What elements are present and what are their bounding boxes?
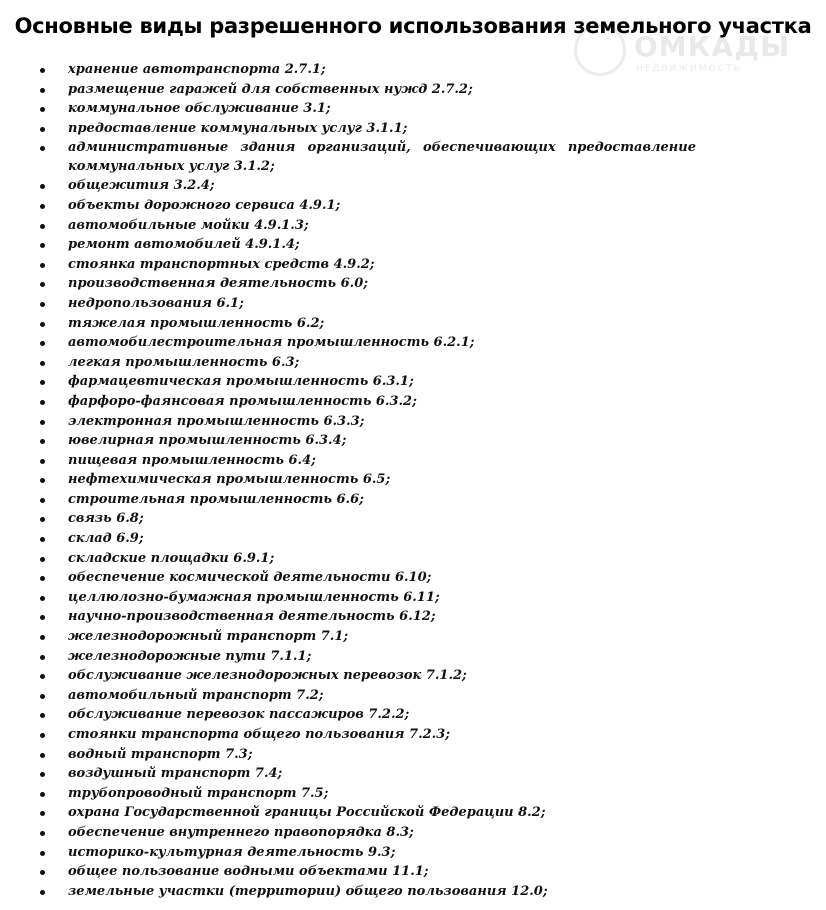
list-item (0, 803, 826, 823)
bullet-icon (40, 596, 45, 601)
list-item-text: историко-культурная деятельность 9.3; (68, 844, 396, 860)
bullet-icon (40, 302, 45, 307)
list-item-text: автомобильные мойки 4.9.1.3; (68, 217, 309, 233)
bullet-icon (40, 851, 45, 856)
list-item (0, 627, 826, 647)
list-item (0, 353, 826, 373)
list-item-text: фармацевтическая промышленность 6.3.1; (68, 374, 414, 390)
list-item (0, 509, 826, 529)
list-item (0, 392, 826, 412)
list-item-text: легкая промышленность 6.3; (68, 354, 300, 370)
bullet-icon (40, 792, 45, 797)
bullet-icon (40, 576, 45, 581)
bullet-icon (40, 420, 45, 425)
list-item-text: целлюлозно-бумажная промышленность 6.11; (68, 589, 440, 605)
land-use-list (0, 60, 826, 901)
list-item-text: недропользования 6.1; (68, 295, 244, 311)
list-item-text: хранение автотранспорта 2.7.1; (68, 62, 326, 77)
list-item (0, 294, 826, 314)
bullet-icon (40, 498, 45, 503)
bullet-icon (40, 713, 45, 718)
list-item-text: ремонт автомобилей 4.9.1.4; (68, 237, 300, 253)
list-item (0, 607, 826, 627)
bullet-icon (40, 772, 45, 777)
list-item (0, 255, 826, 275)
list-item (0, 666, 826, 686)
bullet-icon (40, 831, 45, 836)
watermark-text: ОМКАДЫ (634, 30, 791, 63)
bullet-icon (40, 694, 45, 699)
list-item-text: размещение гаражей для собственных нужд 2.7.2; (68, 81, 473, 97)
list-item (0, 549, 826, 569)
list-item-text: обслуживание железнодорожных перевозок 7.1.2; (68, 668, 467, 684)
list-item (0, 176, 826, 196)
list-item (0, 431, 826, 451)
list-item-text: строительная промышленность 6.6; (68, 491, 364, 507)
bullet-icon (40, 517, 45, 522)
bullet-icon (40, 68, 45, 73)
list-item-text: воздушный транспорт 7.4; (68, 766, 283, 782)
bullet-icon (40, 655, 45, 660)
list-item-text: пищевая промышленность 6.4; (68, 452, 316, 468)
list-item (0, 333, 826, 353)
list-item (0, 823, 826, 843)
bullet-icon (40, 439, 45, 444)
list-item (0, 490, 826, 510)
list-item-text: нефтехимическая промышленность 6.5; (68, 472, 391, 488)
list-item (0, 647, 826, 667)
list-item (0, 274, 826, 294)
bullet-icon (40, 341, 45, 346)
list-item (0, 196, 826, 216)
bullet-icon (40, 380, 45, 385)
bullet-icon (40, 107, 45, 112)
bullet-icon (40, 361, 45, 366)
list-item-text: автомобильный транспорт 7.2; (68, 687, 324, 703)
bullet-icon (40, 322, 45, 327)
list-item-text: обслуживание перевозок пассажиров 7.2.2; (68, 707, 410, 723)
list-item-text: обеспечение космической деятельности 6.10; (68, 570, 432, 586)
list-item (0, 784, 826, 804)
list-item-text: предоставление коммунальных услуг 3.1.1; (68, 120, 408, 136)
list-item-text: стоянки транспорта общего пользования 7.2.3; (68, 727, 451, 742)
list-item-text: производственная деятельность 6.0; (68, 276, 369, 292)
list-item-text: административные здания организаций, обеспечивающих предоставление коммунальных услуг 3.1.2; (68, 140, 696, 175)
bullet-icon (40, 146, 45, 151)
bullet-icon (40, 400, 45, 405)
bullet-icon (40, 243, 45, 248)
list-item-text: охрана Государственной границы Российской Федерации 8.2; (68, 805, 546, 821)
list-item-text: автомобилестроительная промышленность 6.2.1; (68, 335, 475, 351)
list-item (0, 235, 826, 255)
bullet-icon (40, 870, 45, 875)
list-item (0, 470, 826, 490)
watermark-subtext: НЕДВИЖИМОСТЬ (636, 64, 742, 74)
bullet-icon (40, 537, 45, 542)
list-item (0, 451, 826, 471)
list-item (0, 138, 826, 176)
list-item-text: научно-производственная деятельность 6.12; (68, 609, 436, 625)
bullet-icon (40, 282, 45, 287)
bullet-icon (40, 557, 45, 562)
bullet-icon (40, 88, 45, 93)
bullet-icon (40, 635, 45, 640)
list-item (0, 862, 826, 882)
list-item (0, 882, 826, 902)
list-item-text: связь 6.8; (68, 511, 144, 527)
list-item (0, 843, 826, 863)
bullet-icon (40, 478, 45, 483)
bullet-icon (40, 184, 45, 189)
list-item-text: земельные участки (территории) общего пользования 12.0; (68, 883, 548, 899)
list-item-text: общежития 3.2.4; (68, 178, 215, 194)
list-item (0, 705, 826, 725)
list-item (0, 529, 826, 549)
bullet-icon (40, 459, 45, 464)
bullet-icon (40, 811, 45, 816)
list-item-text: объекты дорожного сервиса 4.9.1; (68, 197, 341, 213)
bullet-icon (40, 733, 45, 738)
list-item (0, 99, 826, 119)
list-item (0, 119, 826, 139)
bullet-icon (40, 890, 45, 895)
bullet-icon (40, 224, 45, 229)
bullet-icon (40, 263, 45, 268)
list-item-text: складские площадки 6.9.1; (68, 550, 275, 566)
bullet-icon (40, 753, 45, 758)
list-item (0, 745, 826, 765)
bullet-icon (40, 127, 45, 132)
list-item (0, 60, 826, 80)
list-item (0, 764, 826, 784)
bullet-icon (40, 674, 45, 679)
list-item (0, 686, 826, 706)
list-item-text: обеспечение внутреннего правопорядка 8.3; (68, 824, 414, 840)
list-item-text: железнодорожный транспорт 7.1; (68, 629, 349, 645)
list-item-text: железнодорожные пути 7.1.1; (68, 648, 312, 664)
list-item-text: склад 6.9; (68, 531, 144, 547)
page-title: Основные виды разрешенного использования земельного участка (14, 14, 812, 38)
list-item-text: стоянка транспортных средств 4.9.2; (68, 256, 375, 272)
list-item-text: ювелирная промышленность 6.3.4; (68, 433, 347, 449)
bullet-icon (40, 204, 45, 209)
list-item-text: тяжелая промышленность 6.2; (68, 315, 325, 331)
list-item-text: коммунальное обслуживание 3.1; (68, 101, 331, 117)
list-item-text: электронная промышленность 6.3.3; (68, 413, 365, 429)
list-item (0, 588, 826, 608)
bullet-icon (40, 615, 45, 620)
list-item (0, 412, 826, 432)
list-item (0, 216, 826, 236)
list-item-text: фарфоро-фаянсовая промышленность 6.3.2; (68, 393, 417, 409)
list-item (0, 80, 826, 100)
list-item (0, 568, 826, 588)
list-item (0, 372, 826, 392)
list-item-text: трубопроводный транспорт 7.5; (68, 785, 329, 801)
list-item (0, 314, 826, 334)
list-item-text: общее пользование водными объектами 11.1; (68, 864, 429, 880)
list-item-text: водный транспорт 7.3; (68, 746, 253, 762)
list-item (0, 725, 826, 745)
